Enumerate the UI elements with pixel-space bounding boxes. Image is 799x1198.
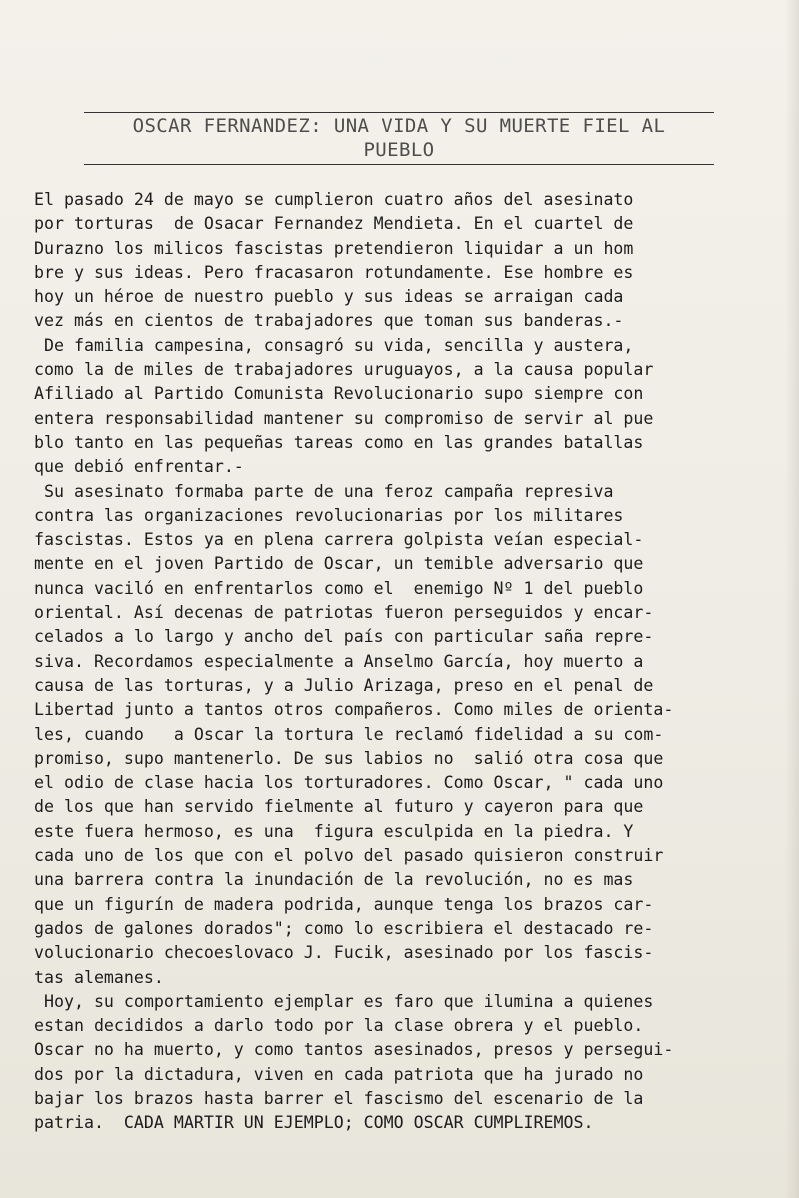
text-line: por torturas de Osacar Fernandez Mendieta. En el cuartel de (34, 214, 634, 234)
text-line: como la de miles de trabajadores uruguayos, a la causa popular (34, 360, 654, 380)
text-line: una barrera contra la inundación de la revolución, no es mas (34, 870, 634, 890)
text-line: hoy un héroe de nuestro pueblo y sus ideas se arraigan cada (34, 287, 624, 307)
text-line: mente en el joven Partido de Oscar, un temible adversario que (34, 554, 644, 574)
text-line: De familia campesina, consagró su vida, sencilla y austera, (34, 335, 634, 355)
text-line: Su asesinato formaba parte de una feroz campaña represiva (34, 481, 614, 501)
text-line: que debió enfrentar.- (34, 457, 244, 477)
title-line-2: PUEBLO (363, 139, 435, 161)
title-top-rule (84, 112, 714, 113)
text-line: vez más en cientos de trabajadores que toman sus banderas.- (34, 311, 624, 331)
text-line: entera responsabilidad mantener su compromiso de servir al pue (34, 408, 654, 428)
text-line: patria. CADA MARTIR UN EJEMPLO; COMO OSCAR CUMPLIREMOS. (34, 1113, 594, 1133)
text-line: cada uno de los que con el polvo del pasado quisieron construir (34, 846, 664, 866)
text-line: tas alemanes. (34, 967, 164, 987)
text-line: Hoy, su comportamiento ejemplar es faro que ilumina a quienes (34, 991, 654, 1011)
text-line: contra las organizaciones revolucionarias por los militares (34, 505, 624, 525)
text-line: causa de las torturas, y a Julio Arizaga, preso en el penal de (34, 675, 654, 695)
text-line: oriental. Así decenas de patriotas fueron perseguidos y encar- (34, 603, 654, 623)
text-line: Libertad junto a tantos otros compañeros. Como miles de orienta- (34, 700, 674, 720)
text-line: Oscar no ha muerto, y como tantos asesinados, presos y persegui- (34, 1040, 674, 1060)
text-line: bre y sus ideas. Pero fracasaron rotundamente. Ese hombre es (34, 262, 634, 282)
text-line: Durazno los milicos fascistas pretendieron liquidar a un hom (34, 238, 634, 258)
text-line: celados a lo largo y ancho del país con particular saña repre- (34, 627, 654, 647)
text-line: que un figurín de madera podrida, aunque tenga los brazos car- (34, 894, 654, 914)
text-line: fascistas. Estos ya en plena carrera golpista veían especial- (34, 530, 644, 550)
article-body (34, 188, 799, 1136)
text-line: este fuera hermoso, es una figura esculpida en la piedra. Y (34, 821, 634, 841)
text-line: dos por la dictadura, viven en cada patriota que ha jurado no (34, 1064, 644, 1084)
title-bottom-rule (84, 164, 714, 165)
title-line-1: OSCAR FERNANDEZ: UNA VIDA Y SU MUERTE FIEL AL (132, 115, 666, 137)
text-line: nunca vaciló en enfrentarlos como el enemigo Nº 1 del pueblo (34, 578, 644, 598)
text-line: les, cuando a Oscar la tortura le reclamó fidelidad a su com- (34, 724, 664, 744)
text-line: El pasado 24 de mayo se cumplieron cuatro años del asesinato (34, 190, 634, 209)
text-line: el odio de clase hacia los torturadores. Como Oscar, " cada uno (34, 773, 664, 793)
text-line: volucionario checoeslovaco J. Fucik, asesinado por los fascis- (34, 943, 654, 963)
article-title (84, 114, 714, 162)
text-line: estan decididos a darlo todo por la clase obrera y el pueblo. (34, 1016, 644, 1036)
text-line: gados de galones dorados"; como lo escribiera el destacado re- (34, 918, 654, 938)
text-line: blo tanto en las pequeñas tareas como en las grandes batallas (34, 432, 644, 452)
text-line: de los que han servido fielmente al futuro y cayeron para que (34, 797, 644, 817)
text-line: promiso, supo mantenerlo. De sus labios no salió otra cosa que (34, 748, 664, 768)
text-line: siva. Recordamos especialmente a Anselmo García, hoy muerto a (34, 651, 644, 671)
text-line: bajar los brazos hasta barrer el fascismo del escenario de la (34, 1088, 644, 1108)
text-line: Afiliado al Partido Comunista Revolucionario supo siempre con (34, 384, 644, 404)
